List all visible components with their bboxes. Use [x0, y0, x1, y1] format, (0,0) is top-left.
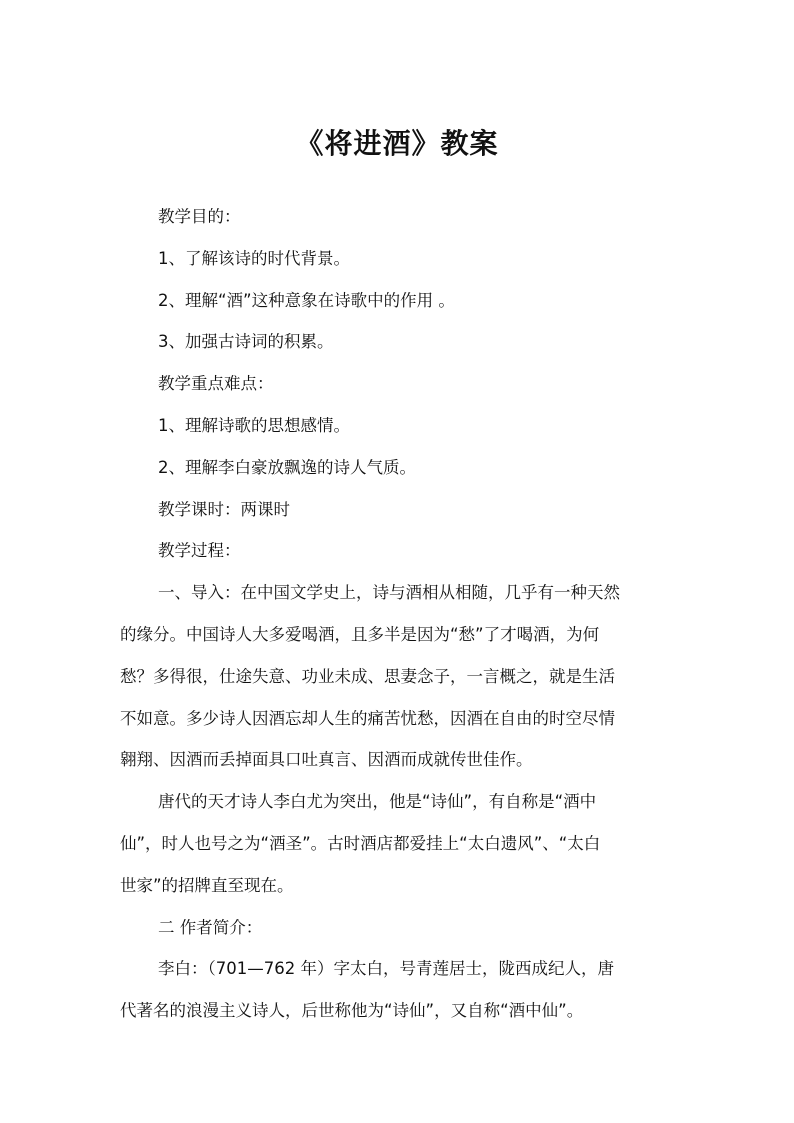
paragraph-line: 李白：（701—762 年）字太白，号青莲居士，陇西成纪人，唐: [158, 959, 614, 979]
heading-author-intro: 二 作者简介：: [158, 917, 263, 937]
paragraph-line: 代著名的浪漫主义诗人，后世称他为“诗仙”，又自称“酒中仙”。: [120, 1001, 584, 1021]
paragraph-line: 一、导入：在中国文学史上，诗与酒相从相随，几乎有一种天然: [158, 583, 620, 603]
paragraph-line: 不如意。多少诗人因酒忘却人生的痛苦忧愁，因酒在自由的时空尽情: [120, 708, 615, 728]
paragraph-line: 愁？多得很，仕途失意、功业未成、思妻念子，一言概之，就是生活: [120, 666, 615, 686]
paragraph-line: 的缘分。中国诗人大多爱喝酒，且多半是因为“愁”了才喝酒，为何: [120, 624, 600, 644]
key-point-2: 2、理解李白豪放飘逸的诗人气质。: [158, 457, 416, 477]
heading-key-points: 教学重点难点：: [158, 374, 274, 394]
heading-teaching-goals: 教学目的：: [158, 207, 241, 226]
paragraph-line: 世家”的招牌直至现在。: [120, 875, 294, 895]
goal-item-1: 1、了解该诗的时代背景。: [158, 248, 350, 268]
paragraph-author-bio: [120, 948, 676, 1032]
heading-teaching-process: 教学过程：: [158, 541, 241, 561]
document-title: 《将进酒》教案: [295, 127, 499, 160]
goal-item-2: 2、理解“酒”这种意象在诗歌中的作用 。: [158, 290, 455, 310]
goal-item-3: 3、加强古诗词的积累。: [158, 332, 334, 352]
paragraph-introduction: [120, 572, 676, 781]
document-body: [120, 196, 676, 1032]
class-hours: 教学课时：两课时: [158, 499, 290, 519]
paragraph-line: 唐代的天才诗人李白尤为突出，他是“诗仙”，有自称是“酒中: [158, 792, 597, 812]
paragraph-line: 仙”，时人也号之为“酒圣”。古时酒店都爱挂上“太白遗风”、“太白: [120, 833, 601, 853]
paragraph-line: 翱翔、因酒而丢掉面具口吐真言、因酒而成就传世佳作。: [120, 750, 533, 770]
paragraph-li-bai: [120, 781, 676, 906]
key-point-1: 1、理解诗歌的思想感情。: [158, 415, 350, 435]
